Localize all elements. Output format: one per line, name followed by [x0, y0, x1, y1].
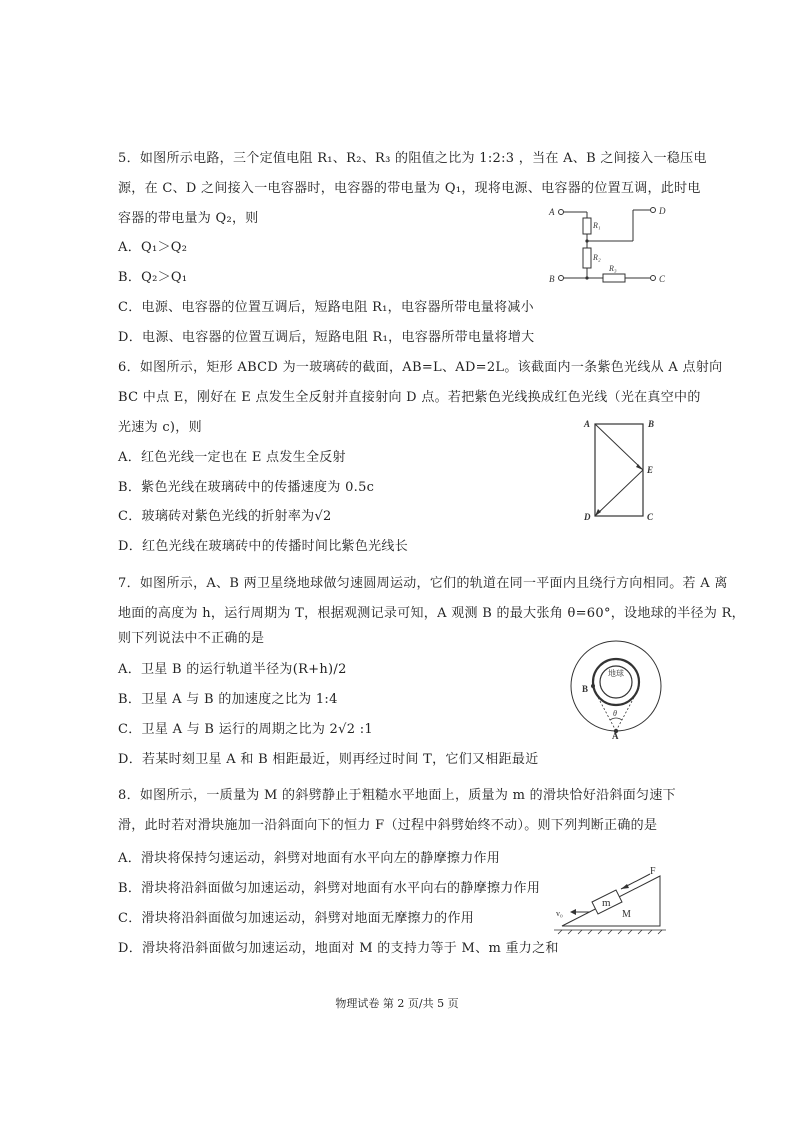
q8-label-f: F: [650, 866, 656, 877]
q5-label-d: D: [659, 206, 666, 216]
q6-stem-line3: 光速为 c)，则: [118, 420, 202, 435]
q8-label-m-big: M: [622, 909, 631, 920]
q5-label-b: B: [549, 274, 555, 284]
q5-label-r1: R₁: [593, 221, 601, 230]
page-footer: 物理试卷 第 2 页/共 5 页: [335, 997, 459, 1010]
q8-option-a: A．滑块将保持匀速运动，斜劈对地面有水平向左的静摩擦力作用: [118, 851, 501, 866]
q7-satellite-orbit-diagram: [566, 636, 666, 740]
q7-option-c: C．卫星 A 与 B 运行的周期之比为 2√2 :1: [118, 722, 373, 737]
q8-option-b: B．滑块将沿斜面做匀加速运动，斜劈对地面有水平向右的静摩擦力作用: [118, 881, 541, 896]
q6-label-d: D: [584, 512, 591, 522]
q6-option-b: B．紫色光线在玻璃砖中的传播速度为 0.5c: [118, 480, 375, 495]
q5-option-c: C．电源、电容器的位置互调后，短路电阻 R₁，电容器所带电量将减小: [118, 300, 534, 315]
q5-circuit-diagram: [545, 200, 675, 288]
q5-label-c: C: [659, 274, 666, 284]
q8-label-m-small: m: [602, 897, 611, 909]
q7-option-b: B．卫星 A 与 B 的加速度之比为 1:4: [118, 692, 338, 707]
q7-stem-line3: 则下列说法中不正确的是: [118, 631, 265, 646]
q8-label-v0: v₀: [556, 909, 563, 918]
q5-option-a: A．Q₁＞Q₂: [118, 240, 188, 255]
q5-stem-line1: 5．如图所示电路，三个定值电阻 R₁、R₂、R₃ 的阻值之比为 1:2:3 ，当在 A、B 之间接入一稳压电: [118, 151, 707, 166]
q5-label-r2: R₂: [593, 253, 601, 262]
q8-incline-diagram: [550, 862, 672, 936]
q7-stem-line1: 7．如图所示，A、B 两卫星绕地球做匀速圆周运动，它们的轨道在同一平面内且绕行方向相同。若 A 离: [118, 576, 728, 591]
q5-option-d: D．电源、电容器的位置互调后，短路电阻 R₁，电容器所带电量将增大: [118, 330, 535, 345]
q5-label-r3: R₃: [609, 264, 617, 273]
q6-label-e: E: [647, 465, 654, 475]
q7-option-a: A．卫星 B 的运行轨道半径为(R+h)/2: [118, 662, 347, 677]
q7-label-earth: 地球: [608, 669, 624, 678]
q8-stem-line2: 滑，此时若对滑块施加一沿斜面向下的恒力 F（过程中斜劈始终不动）。则下列判断正确的是: [118, 818, 658, 833]
q6-glass-brick-diagram: [578, 414, 668, 526]
q5-option-b: B．Q₂＞Q₁: [118, 270, 188, 285]
q7-stem-line2: 地面的高度为 h，运行周期为 T，根据观测记录可知，A 观测 B 的最大张角 θ=60°，设地球的半径为 R，: [118, 606, 745, 621]
q6-label-c: C: [647, 512, 654, 522]
q5-stem-line2: 源，在 C、D 之间接入一电容器时，电容器的带电量为 Q₁，现将电源、电容器的位置互调，此时电: [118, 181, 701, 196]
q6-stem-line2: BC 中点 E，刚好在 E 点发生全反射并直接射向 D 点。若把紫色光线换成红色光线（光在真空中的: [118, 390, 701, 405]
q6-option-c: C．玻璃砖对紫色光线的折射率为√2: [118, 509, 332, 524]
q7-label-b: B: [582, 684, 589, 694]
q8-option-c: C．滑块将沿斜面做匀加速运动，斜劈对地面无摩擦力的作用: [118, 911, 475, 926]
q6-stem-line1: 6．如图所示，矩形 ABCD 为一玻璃砖的截面，AB=L、AD=2L。该截面内一条紫色光线从 A 点射向: [118, 360, 723, 375]
q8-option-d: D．滑块将沿斜面做匀加速运动，地面对 M 的支持力等于 M、m 重力之和: [118, 941, 559, 956]
q7-label-a: A: [612, 731, 619, 740]
q6-label-b: B: [648, 419, 655, 429]
q5-stem-line3: 容器的带电量为 Q₂，则: [118, 211, 259, 226]
q7-label-theta: θ: [613, 709, 617, 718]
q7-option-d: D．若某时刻卫星 A 和 B 相距最近，则再经过时间 T，它们又相距最近: [118, 752, 539, 767]
q6-option-a: A．红色光线一定也在 E 点发生全反射: [118, 450, 346, 465]
q6-option-d: D．红色光线在玻璃砖中的传播时间比紫色光线长: [118, 539, 409, 554]
q8-stem-line1: 8．如图所示，一质量为 M 的斜劈静止于粗糙水平地面上，质量为 m 的滑块恰好沿斜面匀速下: [118, 788, 676, 803]
q5-label-a: A: [549, 207, 555, 217]
q6-label-a: A: [584, 419, 591, 429]
